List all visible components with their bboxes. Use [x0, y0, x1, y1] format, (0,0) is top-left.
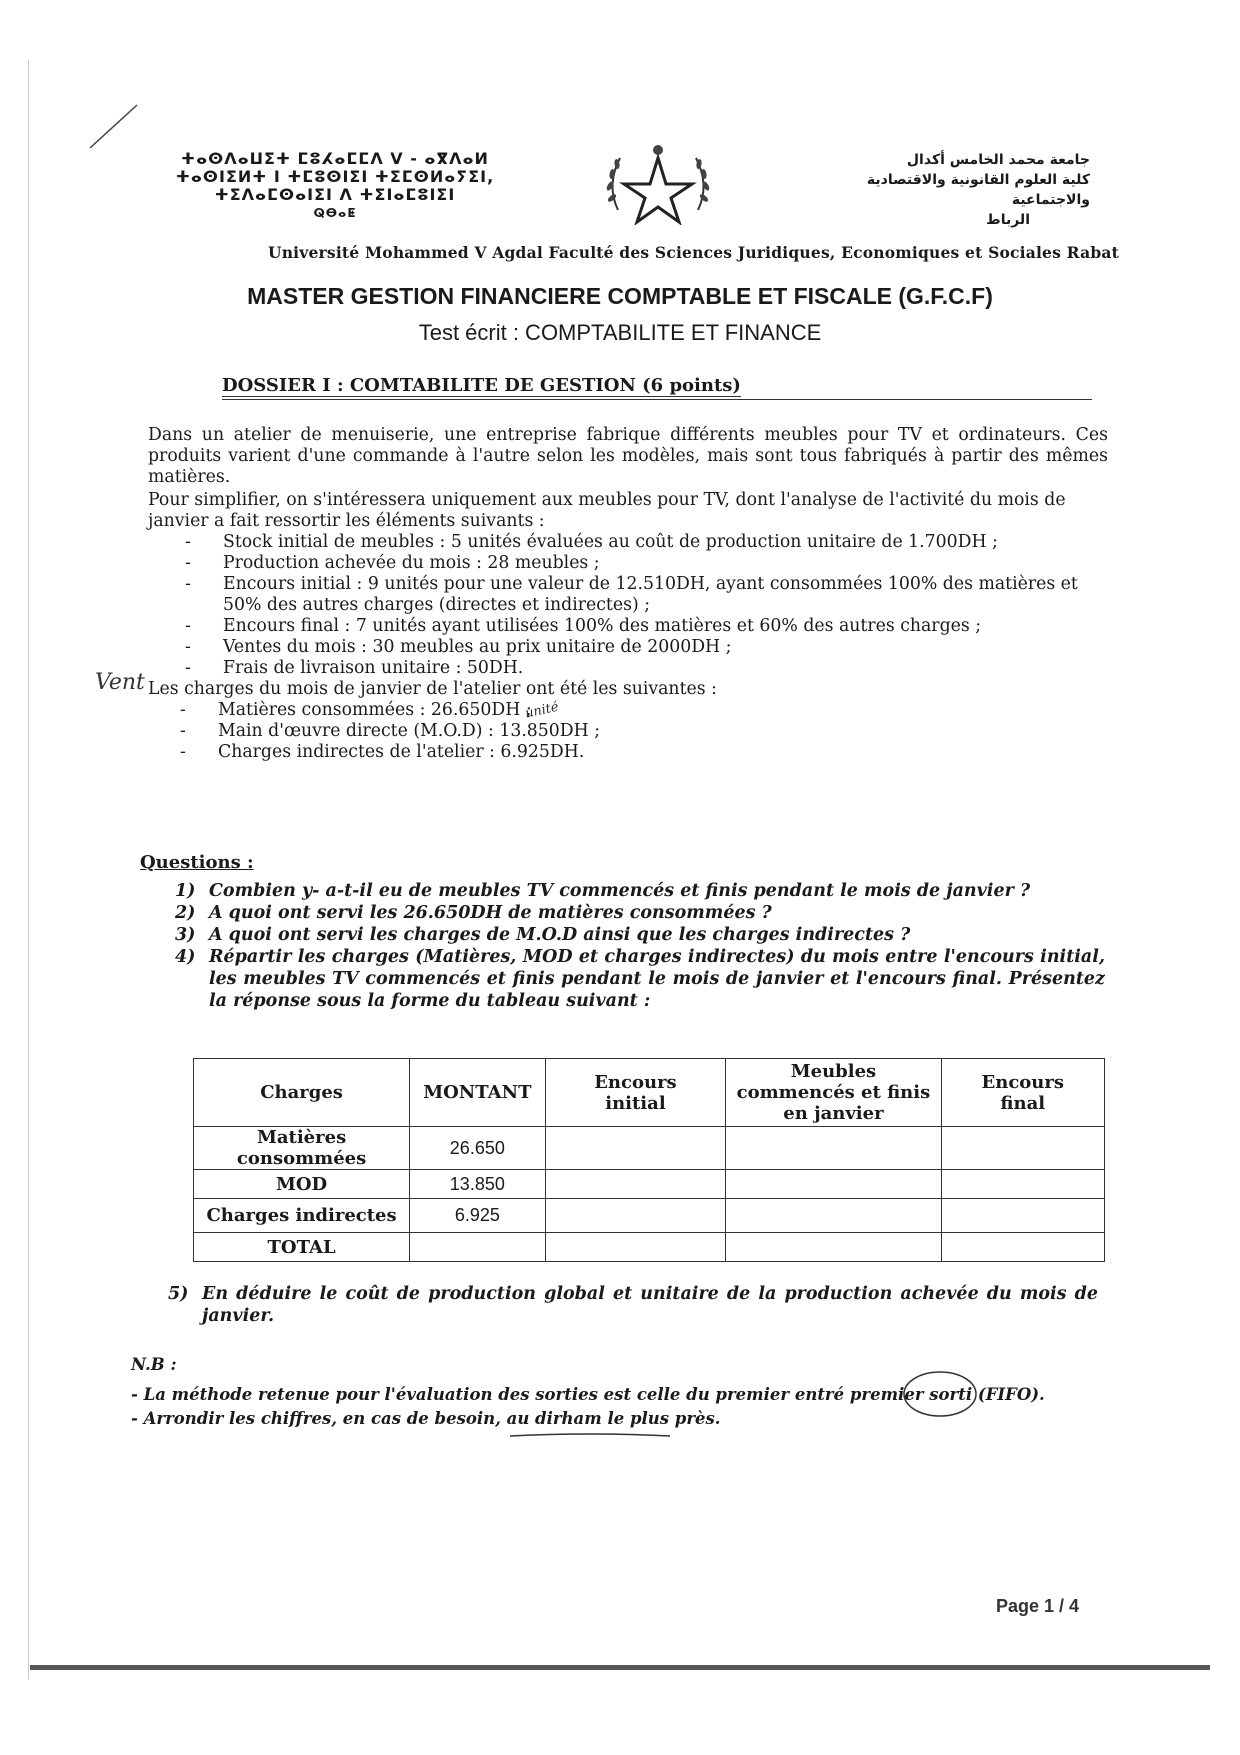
- table-row: Charges indirectes 6.925: [194, 1199, 1105, 1233]
- question-5: 5) En déduire le coût de production global et unitaire de la production achevée du mois de janvier.: [168, 1284, 1098, 1326]
- intro-paragraph-2: Pour simplifier, on s'intéressera uniquement aux meubles pour TV, dont l'analyse de l'activité du mois de janvier a fait ressortir les éléments suivants :: [148, 490, 1066, 531]
- handwritten-underline-mark: [508, 1430, 673, 1440]
- test-subtitle: Test écrit : COMPTABILITE ET FINANCE: [418, 320, 822, 345]
- element-item: - Ventes du mois : 30 meubles au prix unitaire de 2000DH ;: [183, 637, 1108, 658]
- table-row: TOTAL: [194, 1233, 1105, 1262]
- header-tifinagh: ⵜⴰⵙⴷⴰⵡⵉⵜ ⵎⵓⵃⴰⵎⵎⴷ V - ⴰⴳⴷⴰⵍ ⵜⴰⵙⵏⵉⵍⵜ ⵏ ⵜⵎⵓⵙⵏⵉⵏ ⵜⵉⵎⵙⵍⴰⵢⵉⵏ, ⵜⵉⴷⴰⵎⵙⴰⵏⵉⵏ ⴷ ⵜⵉⵏⴰⵎⵓⵏⵉⵏ ⵕⴱⴰⵟ: [175, 149, 495, 220]
- university-line: Université Mohammed V Agdal Faculté des Sciences Juridiques, Economiques et Sociales Rabat: [268, 243, 1119, 262]
- elements-list: [183, 532, 1108, 679]
- header-cell: Encours final: [941, 1059, 1104, 1127]
- nb-line: - Arrondir les chiffres, en cas de besoin, au dirham le plus près.: [131, 1409, 721, 1428]
- charge-item: - Matières consommées : 26.650DH ;: [178, 700, 1108, 721]
- element-item: - Encours initial : 9 unités pour une valeur de 12.510DH, ayant consommées 100% des matières et 50% des autres charges (directes et indirectes) ;: [183, 574, 1108, 616]
- question-item: 4) Répartir les charges (Matières, MOD et charges indirectes) du mois entre l'encours initial, les meubles TV commencés et finis pendant le mois de janvier et l'encours final. Présentez la réponse sous la forme du tableau suivant :: [175, 947, 1105, 1011]
- page-number: Page 1 / 4: [996, 1596, 1080, 1616]
- question-item: 1) Combien y- a-t-il eu de meubles TV commencés et finis pendant le mois de janvier ?: [175, 881, 1031, 901]
- question-item: 2) A quoi ont servi les 26.650DH de matières consommées ?: [175, 903, 772, 923]
- element-item: - Stock initial de meubles : 5 unités évaluées au coût de production unitaire de 1.700DH ;: [183, 532, 1108, 553]
- charge-item: - Main d'œuvre directe (M.O.D) : 13.850DH ;: [178, 721, 1108, 742]
- table-row: Matières consommées 26.650: [194, 1127, 1105, 1170]
- header-cell: Charges: [194, 1059, 410, 1127]
- header-cell: Encours initial: [545, 1059, 726, 1127]
- charge-item: - Charges indirectes de l'atelier : 6.925DH.: [178, 742, 1108, 763]
- table-row: MOD 13.850: [194, 1170, 1105, 1199]
- questions-label: Questions :: [140, 852, 254, 873]
- nb-line: - La méthode retenue pour l'évaluation des sorties est celle du premier entré premier sorti (FIFO).: [131, 1385, 1045, 1404]
- header-cell: Meubles commencés et finis en janvier: [726, 1059, 941, 1127]
- charges-list: [178, 700, 1108, 763]
- charges-intro: Les charges du mois de janvier de l'atelier ont été les suivantes :: [148, 679, 717, 699]
- intro-section: [148, 425, 1108, 763]
- nb-label: N.B :: [131, 1355, 177, 1374]
- element-item: - Encours final : 7 unités ayant utilisées 100% des matières et 60% des autres charges ;: [183, 616, 1108, 637]
- dossier-title: DOSSIER I : COMTABILITE DE GESTION (6 points): [222, 375, 1092, 400]
- handwritten-above-note: unité: [523, 699, 561, 722]
- charges-table: [193, 1058, 1105, 1262]
- handwritten-circle-mark: [900, 1368, 980, 1420]
- master-title: MASTER GESTION FINANCIERE COMPTABLE ET FISCALE (G.F.C.F): [247, 283, 993, 309]
- scan-bottom-edge: [30, 1665, 1210, 1670]
- header-cell: MONTANT: [410, 1059, 545, 1127]
- handwritten-margin-note: Vent: [95, 670, 145, 695]
- table-header-row: [194, 1059, 1105, 1127]
- pen-stroke-mark: [85, 100, 145, 155]
- header-arabic: جامعة محمد الخامس أكدال كلية العلوم القانونية والاقتصادية والاجتماعية الرباط: [866, 152, 1090, 228]
- element-item: - Production achevée du mois : 28 meubles ;: [183, 553, 1108, 574]
- intro-paragraph-1: Dans un atelier de menuiserie, une entreprise fabrique différents meubles pour TV et ordinateurs. Ces produits varient d'une commande à l'autre selon les modèles, mais sont tous fabriqués à partir des mêmes matières.: [148, 425, 1108, 487]
- kingdom-emblem-logo: [598, 140, 718, 225]
- question-item: 3) A quoi ont servi les charges de M.O.D ainsi que les charges indirectes ?: [175, 925, 911, 945]
- element-item: - Frais de livraison unitaire : 50DH.: [183, 658, 1108, 679]
- questions-list: [175, 880, 1105, 1012]
